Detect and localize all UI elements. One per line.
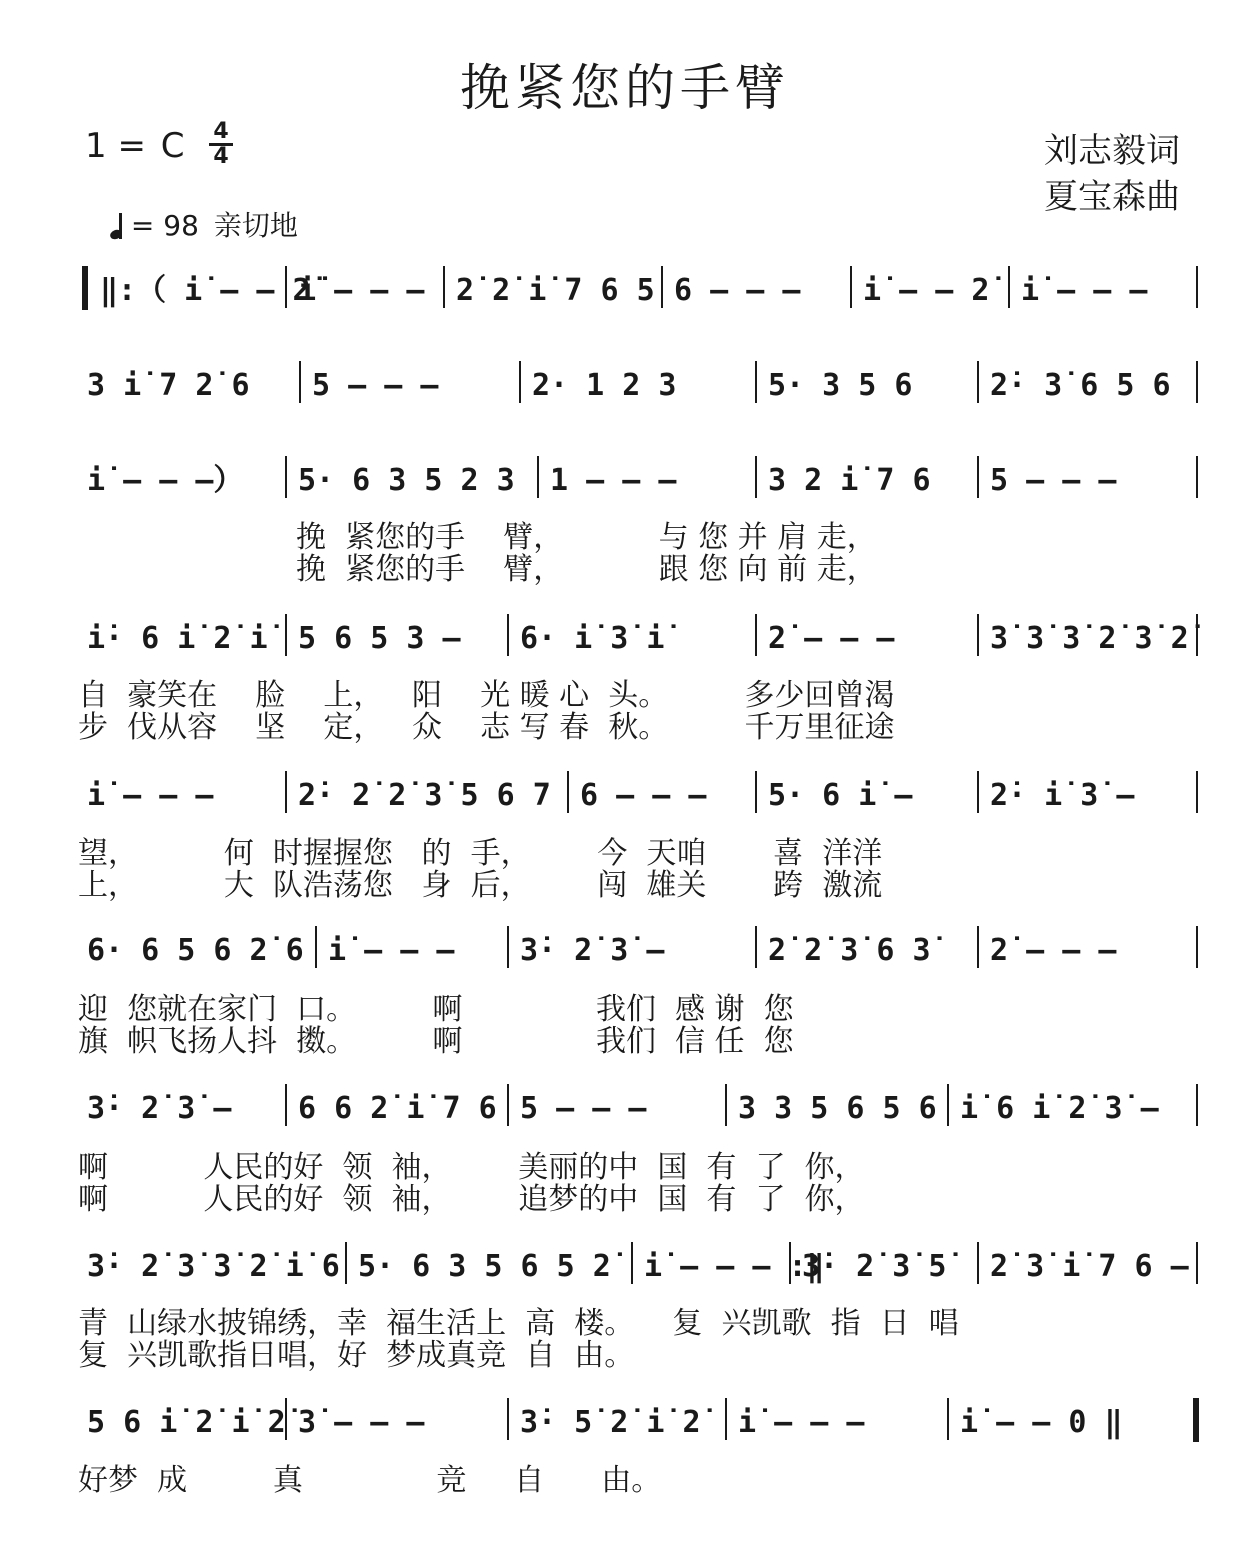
lyricist-credit: 刘志毅词 xyxy=(1044,131,1180,171)
measure-notes: 3 2 i̇ 7 6 xyxy=(768,463,931,498)
measure-notes: 5 6 5 3 – xyxy=(298,621,461,656)
lyric-line-5-v1: 啊 人民的好 领 袖， 美丽的中 国 有 了 你， xyxy=(78,1150,865,1185)
measure-notes: 3̇· 5̇ 2̇ i̇ 2̇ xyxy=(520,1405,701,1440)
measure-notes: 3̇ – – – xyxy=(298,1405,425,1440)
measure-notes: 3 3 5 6 5 6 xyxy=(738,1091,937,1126)
time-signature-top: 4 xyxy=(213,119,229,144)
measure-notes: i̇ – – – xyxy=(87,778,214,813)
measure-notes: 2̇· 2̇ 2̇ 3̇ 5 6 7 xyxy=(298,778,551,813)
measure-notes: 5· 6 i̇ – xyxy=(768,778,913,813)
lyric-line-4-v1: 迎 您就在家门 口。 啊 我们 感 谢 您 xyxy=(78,992,794,1027)
measure-notes: ‖:（ i̇ – – 2̇ xyxy=(100,273,311,308)
measure-notes: 5 – – – xyxy=(520,1091,647,1126)
measure-notes: 3 i̇ 7 2̇ 6 xyxy=(87,368,250,403)
repeat-start-barline xyxy=(82,266,88,310)
measure-notes: 3̇· 2̇ 3̇ 5̇ xyxy=(802,1249,947,1284)
measure-notes: i̇· 6 i̇ 2̇ i̇ xyxy=(87,621,268,656)
final-barline xyxy=(1193,1398,1199,1442)
measure-notes: 5 6 i̇ 2̇ i̇ 2̇ xyxy=(87,1405,286,1440)
measure-notes: 5· 6 3 5 2 3 xyxy=(298,463,515,498)
measure-notes: i̇ – – – xyxy=(1021,273,1148,308)
measure-notes: 3̇· 2̇ 3̇ – xyxy=(87,1091,232,1126)
measure-notes: i̇ – – –） xyxy=(87,463,244,498)
lyric-line-5-v2: 啊 人民的好 领 袖， 追梦的中 国 有 了 你， xyxy=(78,1182,865,1217)
lyric-line-2-v1: 自 豪笑在 脸 上， 阳 光 暖 心 头。 多少回曾渴 xyxy=(78,678,895,713)
measure-notes: 5 – – – xyxy=(312,368,439,403)
lyric-line-1-v1: 挽 紧您的手 臂， 与 您 并 肩 走， xyxy=(296,520,877,555)
measure-notes: 2̇ 3̇ i̇ 7 6 – xyxy=(990,1249,1189,1284)
measure-notes: i̇ – – – :‖ xyxy=(644,1249,825,1284)
lyric-line-6-v2: 复 兴凯歌指日唱，好 梦成真竞 自 由。 xyxy=(78,1338,635,1373)
measure-notes: 2̇ – – – xyxy=(990,933,1117,968)
tempo-value: = 98 xyxy=(130,209,199,242)
lyric-line-1-v2: 挽 紧您的手 臂， 跟 您 向 前 走， xyxy=(296,552,877,587)
measure-notes: 3̇· 2̇ 3̇ – xyxy=(520,933,665,968)
measure-notes: 6 6 2̇ i̇ 7 6 xyxy=(298,1091,497,1126)
measure-notes: 2· 1 2 3 xyxy=(532,368,677,403)
lyric-line-3-v1: 望， 何 时握握您 的 手， 今 天咱 喜 洋洋 xyxy=(78,836,883,871)
tempo-expression: 亲切地 xyxy=(213,209,298,242)
measure-notes: 5· 3 5 6 xyxy=(768,368,913,403)
measure-notes: i̇ – – 0 ‖ xyxy=(960,1405,1123,1440)
measure-notes: 2̇ 2̇ 3̇ 6 3̇ xyxy=(768,933,931,968)
measure-notes: i̇ – – – xyxy=(328,933,455,968)
measure-notes: 6· 6 5 6 2̇ 6 xyxy=(87,933,304,968)
measure-notes: 2̇· 3̇ 6 5 6 xyxy=(990,368,1171,403)
song-title: 挽紧您的手臂 xyxy=(460,59,790,117)
measure-notes: i̇ – – – xyxy=(738,1405,865,1440)
measure-notes: 2̇· i̇ 3̇ – xyxy=(990,778,1135,813)
measure-notes: 5· 6 3 5 6 5 2̇ xyxy=(358,1249,611,1284)
measure-notes: i̇ – – 2̇ xyxy=(863,273,990,308)
key-equals: = xyxy=(117,126,146,166)
lyric-line-7-v1: 好梦 成 真 竞 自 由。 xyxy=(78,1463,662,1498)
key-tonic: C xyxy=(160,126,185,166)
measure-notes: 3̇ 3̇ 3̇ 2̇ 3̇ 2̇ xyxy=(990,621,1189,656)
measure-notes: i̇ – – – xyxy=(298,273,425,308)
measure-notes: 5 – – – xyxy=(990,463,1117,498)
measure-notes: 1 – – – xyxy=(550,463,677,498)
lyric-line-6-v1: 青 山绿水披锦绣，幸 福生活上 高 楼。 复 兴凯歌 指 日 唱 xyxy=(78,1306,959,1341)
measure-notes: 2̇ 2̇ i̇ 7 6 5 xyxy=(456,273,655,308)
measure-notes: 6 – – – xyxy=(580,778,707,813)
measure-notes: i̇ 6 i̇ 2̇ 3̇ – xyxy=(960,1091,1159,1126)
lyric-line-2-v2: 步 伐从容 坚 定， 众 志 写 春 秋。 千万里征途 xyxy=(78,710,895,745)
measure-notes: 2̇ – – – xyxy=(768,621,895,656)
key-one: 1 xyxy=(85,126,107,166)
measure-notes: 3̇· 2̇ 3̇ 3̇ 2̇ i̇ 6 xyxy=(87,1249,340,1284)
lyric-line-3-v2: 上， 大 队浩荡您 身 后， 闯 雄关 跨 激流 xyxy=(78,868,883,903)
measure-notes: 6 – – – xyxy=(674,273,801,308)
composer-credit: 夏宝森曲 xyxy=(1044,177,1180,217)
lyric-line-4-v2: 旗 帜飞扬人抖 擞。 啊 我们 信 任 您 xyxy=(78,1024,794,1059)
time-signature-bottom: 4 xyxy=(213,144,229,169)
measure-notes: 6· i̇ 3̇ i̇ xyxy=(520,621,665,656)
